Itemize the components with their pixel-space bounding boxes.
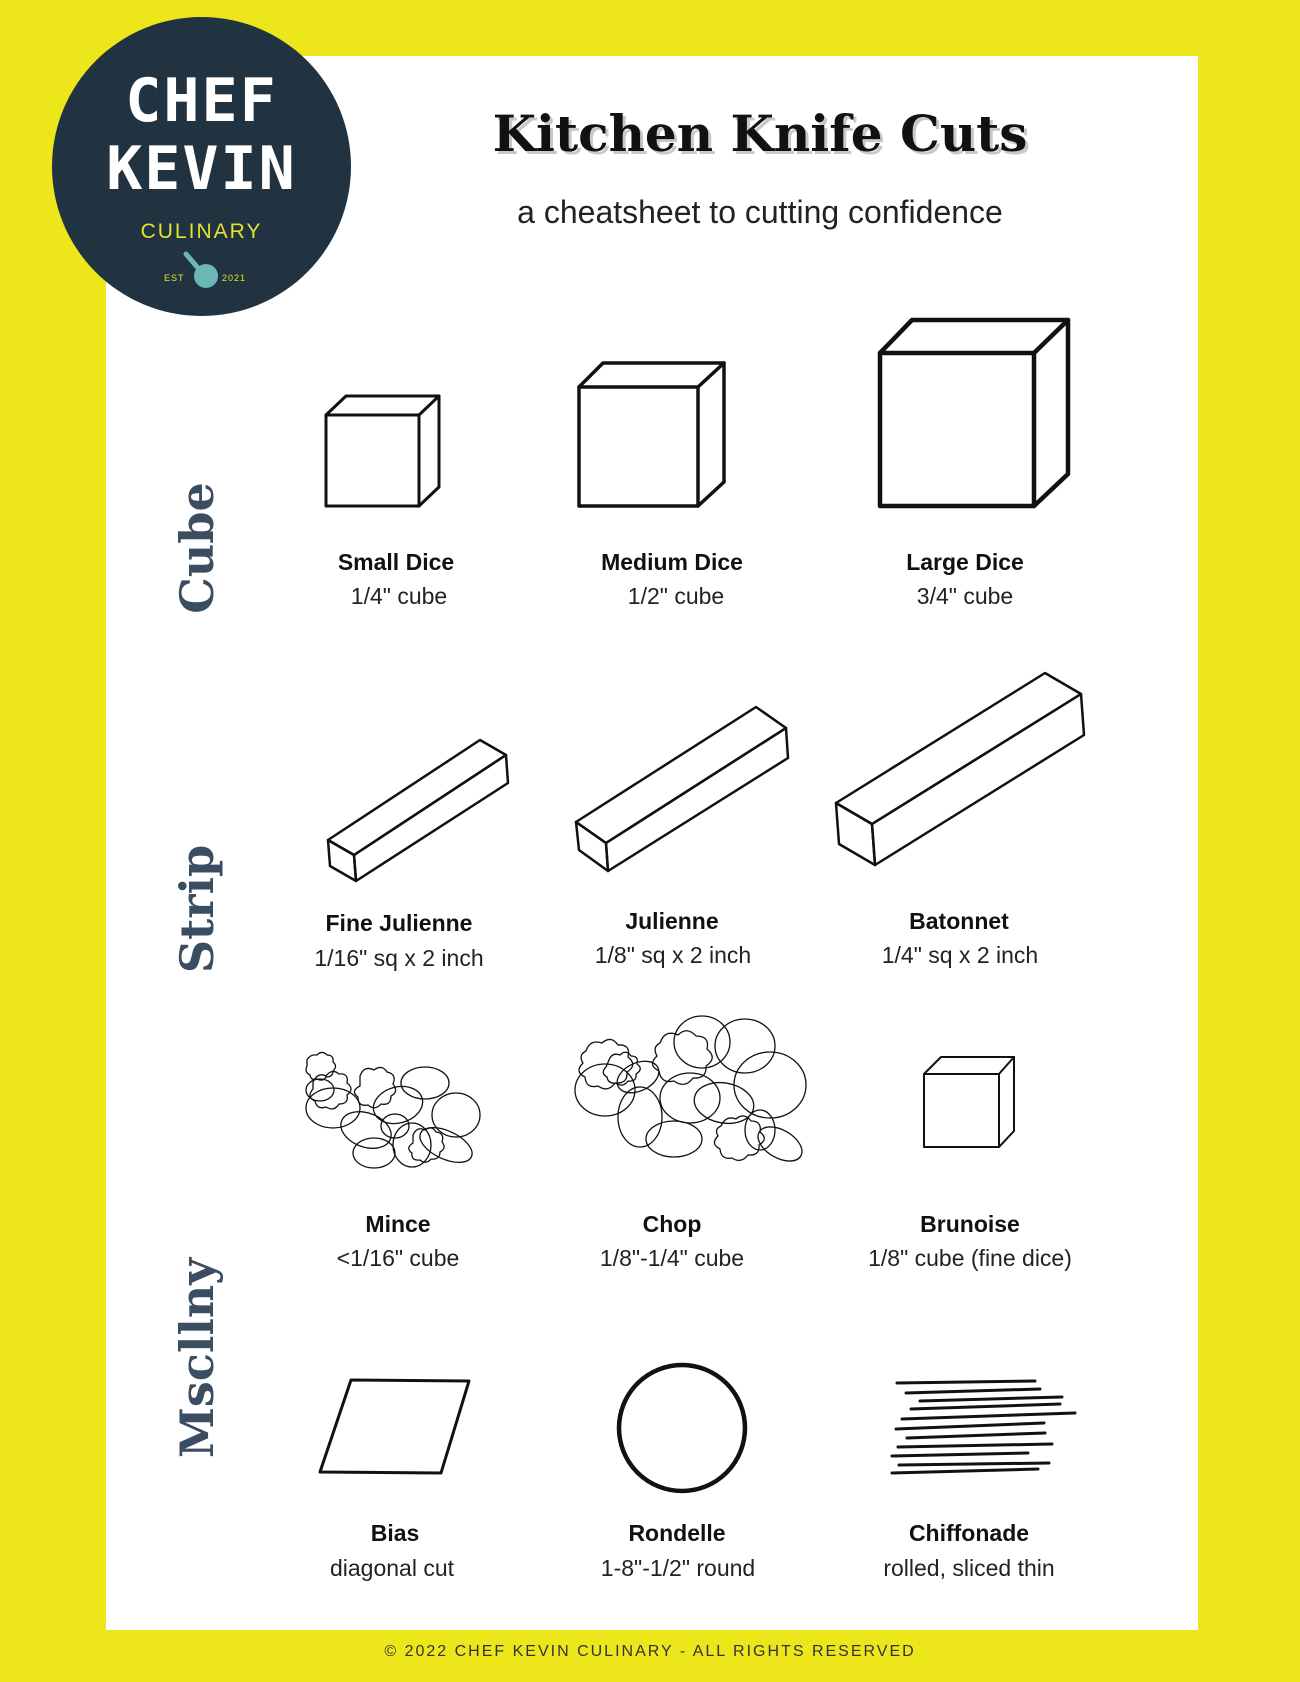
chiffonade-strands-icon	[892, 1381, 1075, 1473]
bias-spec: diagonal cut	[329, 1555, 455, 1581]
batonnet-spec: 1/4" sq x 2 inch	[881, 942, 1039, 968]
section-label-misc: Mscllny	[170, 1258, 224, 1458]
logo-line-chef: CHEF	[125, 66, 278, 136]
julienne-name: Julienne	[625, 908, 719, 934]
logo-year-label: 2021	[222, 273, 247, 283]
rondelle-spec: 1-8"-1/2" round	[600, 1555, 756, 1581]
chop-spec: 1/8"-1/4" cube	[599, 1245, 745, 1271]
page-title: Kitchen Knife Cuts	[492, 104, 1028, 163]
large-dice-name: Large Dice	[906, 549, 1024, 575]
chiffonade-name: Chiffonade	[908, 1520, 1030, 1546]
section-label-cube: Cube	[170, 482, 224, 614]
large-dice-spec: 3/4" cube	[916, 583, 1014, 609]
batonnet-name: Batonnet	[909, 908, 1009, 934]
chop-name: Chop	[642, 1211, 702, 1237]
brunoise-name: Brunoise	[920, 1211, 1020, 1237]
small-dice-name: Small Dice	[337, 549, 455, 575]
logo-est-label: EST	[164, 273, 185, 283]
bias-parallelogram-icon	[320, 1380, 469, 1473]
mince-pile-icon	[306, 1053, 480, 1170]
small-dice-cube-icon	[326, 396, 439, 506]
medium-dice-cube-icon	[579, 363, 724, 506]
brunoise-spec: 1/8" cube (fine dice)	[868, 1245, 1072, 1271]
brunoise-cube-icon	[924, 1057, 1014, 1147]
bias-name: Bias	[370, 1520, 420, 1546]
rondelle-circle-icon	[619, 1365, 745, 1491]
large-dice-cube-icon	[880, 320, 1068, 506]
fine-julienne-name: Fine Julienne	[325, 910, 473, 936]
section-label-strip: Strip	[170, 844, 224, 974]
fine-julienne-spec: 1/16" sq x 2 inch	[314, 945, 484, 971]
julienne-strip-icon	[576, 707, 788, 871]
small-dice-spec: 1/4" cube	[350, 583, 448, 609]
fine-julienne-strip-icon	[328, 740, 508, 881]
logo-line-culinary: CULINARY	[140, 220, 263, 243]
logo-line-kevin: KEVIN	[106, 134, 297, 204]
batonnet-strip-icon	[836, 673, 1084, 865]
chop-pile-icon	[575, 1016, 808, 1168]
page-subtitle: a cheatsheet to cutting confidence	[517, 194, 1003, 230]
medium-dice-spec: 1/2" cube	[627, 583, 725, 609]
chiffonade-spec: rolled, sliced thin	[883, 1555, 1055, 1581]
medium-dice-name: Medium Dice	[601, 549, 743, 575]
copyright-footer: © 2022 CHEF KEVIN CULINARY - ALL RIGHTS RESERVED	[384, 1643, 916, 1660]
julienne-spec: 1/8" sq x 2 inch	[594, 942, 752, 968]
rondelle-name: Rondelle	[628, 1520, 726, 1546]
mince-spec: <1/16" cube	[336, 1245, 460, 1271]
mince-name: Mince	[365, 1211, 431, 1237]
